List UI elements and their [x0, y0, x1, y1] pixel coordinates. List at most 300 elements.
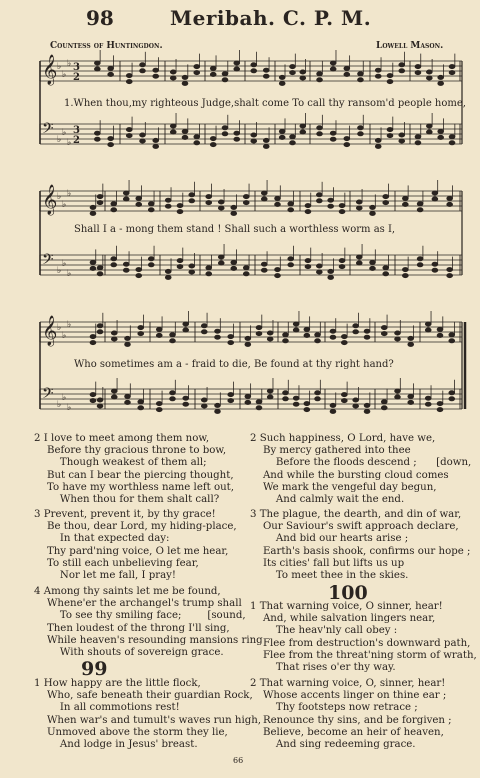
note-head — [449, 70, 455, 74]
note-head — [402, 273, 408, 277]
note-head — [177, 209, 183, 213]
note-head — [417, 202, 423, 206]
note-head — [256, 400, 262, 404]
note-head — [90, 211, 96, 215]
note-head — [111, 395, 117, 399]
treble-clef: 𝄞 — [42, 55, 58, 85]
note-head — [415, 141, 421, 145]
note-head — [357, 132, 363, 136]
note-head — [425, 328, 431, 332]
note-head — [402, 267, 408, 271]
note-head — [275, 196, 281, 200]
note-head — [383, 194, 389, 198]
note-head — [402, 196, 408, 200]
note-head — [305, 258, 311, 262]
note-head — [408, 394, 414, 398]
flat-sign: ♭ — [67, 138, 72, 148]
note-head — [344, 72, 350, 76]
note-head — [315, 333, 321, 337]
verse-98-4: 4 Among thy saints let me be found, Whene'er the archangel's trump shall To see thy smiling face; [sound, Then loudest of the throng I'll sing, While heaven's resounding mansions ring With shouts of sovereign grace. — [34, 586, 263, 659]
note-head — [231, 260, 237, 264]
note-head — [228, 398, 234, 402]
note-head — [251, 69, 257, 73]
flat-sign: ♭ — [62, 393, 67, 403]
note-head — [210, 136, 216, 140]
note-head — [387, 127, 393, 131]
note-head — [111, 331, 117, 335]
note-head — [170, 397, 176, 401]
note-head — [357, 72, 363, 76]
note-head — [136, 267, 142, 271]
note-head — [415, 70, 421, 74]
note-head — [170, 130, 176, 134]
bass-clef: 𝄢 — [42, 120, 54, 141]
note-head — [153, 68, 159, 72]
note-head — [194, 64, 200, 68]
note-head — [275, 273, 281, 277]
note-head — [170, 70, 176, 74]
note-head — [304, 327, 310, 331]
note-head — [261, 268, 267, 272]
note-head — [126, 73, 132, 77]
note-head — [243, 194, 249, 198]
note-head — [317, 126, 323, 130]
note-head — [165, 275, 171, 279]
note-head — [215, 335, 221, 339]
note-head — [156, 401, 162, 405]
note-head — [231, 211, 237, 215]
note-head — [97, 330, 103, 334]
note-head — [218, 255, 224, 259]
note-head — [290, 64, 296, 68]
note-head — [201, 404, 207, 408]
note-head — [206, 266, 212, 270]
note-head — [279, 135, 285, 139]
note-head — [170, 391, 176, 395]
note-head — [97, 272, 103, 276]
flat-sign: ♭ — [67, 269, 72, 279]
note-head — [140, 69, 146, 73]
music-composer: Lowell Mason. — [376, 41, 444, 51]
note-head — [364, 329, 370, 333]
verse-100-2: 2 That warning voice, O, sinner, hear! Whose accents linger on thine ear ; Thy footsteps now retrace ; Renounce thy sins, and be forgiven ; Believe, become an heir of heaven, And sing redeeming grace. — [250, 678, 452, 751]
note-head — [353, 398, 359, 402]
lyric-line-1: 1.When thou,my righteous Judge,shalt come To call thy ransom'd people home, — [64, 98, 466, 109]
note-head — [97, 266, 103, 270]
verse-99-1: 1 How happy are the little flock, Who, safe beneath their guardian Rock, In all commotions rest! When war's and tumult's waves run high, Unmoved above the storm they lie, And lodge in Jesus' breast. — [34, 678, 262, 751]
note-head — [395, 389, 401, 393]
note-head — [111, 257, 117, 261]
note-head — [156, 407, 162, 411]
note-head — [282, 339, 288, 343]
note-head — [375, 74, 381, 78]
note-head — [251, 63, 257, 67]
note-head — [215, 409, 221, 413]
note-head — [305, 209, 311, 213]
note-head — [449, 333, 455, 337]
note-head — [148, 257, 154, 261]
note-head — [399, 63, 405, 67]
note-head — [267, 331, 273, 335]
note-head — [387, 79, 393, 83]
note-head — [90, 398, 96, 402]
note-head — [353, 324, 359, 328]
note-head — [90, 260, 96, 264]
note-head — [90, 205, 96, 209]
note-head — [288, 208, 294, 212]
note-head — [305, 264, 311, 268]
note-head — [97, 324, 103, 328]
note-head — [408, 336, 414, 340]
note-head — [290, 135, 296, 139]
time-signature: 3 — [73, 62, 80, 73]
note-head — [234, 61, 240, 65]
note-head — [293, 322, 299, 326]
note-head — [256, 325, 262, 329]
note-head — [317, 72, 323, 76]
note-head — [228, 340, 234, 344]
note-head — [136, 202, 142, 206]
treble-clef: 𝄞 — [42, 316, 58, 346]
note-head — [293, 396, 299, 400]
note-head — [251, 139, 257, 143]
note-head — [222, 72, 228, 76]
note-head — [125, 394, 131, 398]
note-head — [300, 130, 306, 134]
note-head — [341, 392, 347, 396]
note-head — [170, 76, 176, 80]
flat-sign: ♭ — [57, 192, 62, 202]
note-head — [251, 133, 257, 137]
flat-sign: ♭ — [57, 323, 62, 333]
note-head — [395, 331, 401, 335]
note-head — [290, 70, 296, 74]
note-head — [330, 131, 336, 135]
note-head — [315, 391, 321, 395]
note-head — [90, 334, 96, 338]
note-head — [364, 335, 370, 339]
note-head — [426, 124, 432, 128]
flat-sign: ♭ — [57, 266, 62, 276]
note-head — [387, 133, 393, 137]
note-head — [305, 203, 311, 207]
note-head — [111, 263, 117, 267]
treble-clef: 𝄞 — [42, 185, 58, 215]
note-head — [426, 130, 432, 134]
note-head — [437, 327, 443, 331]
note-head — [316, 264, 322, 268]
note-head — [206, 272, 212, 276]
note-head — [364, 403, 370, 407]
note-head — [123, 197, 129, 201]
note-head — [282, 397, 288, 401]
note-head — [261, 191, 267, 195]
note-head — [189, 264, 195, 268]
verse-100-1: 1 That warning voice, O sinner, hear! And, while salvation lingers near, The heav'nly call obey : Flee from destruction's downward path, Flee from the threat'ning storm of wrath, That rises o'er thy way. — [250, 601, 477, 674]
note-head — [136, 273, 142, 277]
note-head — [189, 270, 195, 274]
note-head — [206, 194, 212, 198]
note-head — [341, 340, 347, 344]
note-head — [425, 402, 431, 406]
note-head — [357, 126, 363, 130]
note-head — [222, 126, 228, 130]
note-head — [222, 78, 228, 82]
note-head — [279, 75, 285, 79]
note-head — [215, 403, 221, 407]
flat-sign: ♭ — [62, 331, 67, 341]
note-head — [234, 67, 240, 71]
note-head — [288, 257, 294, 261]
note-head — [182, 129, 188, 133]
note-head — [94, 61, 100, 65]
note-head — [399, 133, 405, 137]
note-head — [437, 401, 443, 405]
flat-sign: ♭ — [67, 403, 72, 413]
note-head — [138, 325, 144, 329]
note-head — [344, 142, 350, 146]
note-head — [126, 127, 132, 131]
note-head — [231, 266, 237, 270]
note-head — [415, 135, 421, 139]
note-head — [426, 76, 432, 80]
note-head — [383, 272, 389, 276]
note-head — [408, 342, 414, 346]
note-head — [177, 203, 183, 207]
note-head — [300, 70, 306, 74]
note-head — [108, 136, 114, 140]
note-head — [267, 389, 273, 393]
note-head — [245, 342, 251, 346]
note-head — [111, 208, 117, 212]
flat-sign: ♭ — [67, 189, 72, 199]
note-head — [231, 205, 237, 209]
note-head — [156, 333, 162, 337]
note-head — [438, 75, 444, 79]
note-head — [383, 200, 389, 204]
note-head — [344, 66, 350, 70]
note-head — [356, 200, 362, 204]
note-head — [165, 269, 171, 273]
note-head — [156, 327, 162, 331]
note-head — [375, 144, 381, 148]
note-head — [201, 398, 207, 402]
note-head — [449, 391, 455, 395]
note-head — [432, 197, 438, 201]
note-head — [315, 397, 321, 401]
note-head — [282, 333, 288, 337]
note-head — [290, 141, 296, 145]
note-head — [170, 339, 176, 343]
note-head — [375, 68, 381, 72]
note-head — [279, 81, 285, 85]
note-head — [328, 269, 334, 273]
bass-clef: 𝄢 — [42, 385, 54, 406]
note-head — [447, 267, 453, 271]
note-head — [170, 333, 176, 337]
note-head — [370, 260, 376, 264]
note-head — [426, 70, 432, 74]
note-head — [125, 400, 131, 404]
note-head — [330, 137, 336, 141]
note-head — [437, 407, 443, 411]
flat-sign: ♭ — [57, 135, 62, 145]
note-head — [222, 132, 228, 136]
note-head — [316, 199, 322, 203]
flat-sign: ♭ — [62, 128, 67, 138]
note-head — [370, 211, 376, 215]
note-head — [353, 404, 359, 408]
note-head — [148, 208, 154, 212]
note-head — [194, 70, 200, 74]
note-head — [417, 263, 423, 267]
note-head — [183, 328, 189, 332]
flat-sign: ♭ — [57, 400, 62, 410]
note-head — [370, 266, 376, 270]
note-head — [138, 331, 144, 335]
note-head — [210, 142, 216, 146]
verse-99-3: 3 The plague, the dearth, and din of war, Our Saviour's swift approach declare, And bid our hearts arise ; Earth's basis shook, confirms our hope ; Its cities' fall but lifts us up To meet thee in the skies. — [250, 509, 471, 582]
note-head — [432, 191, 438, 195]
note-head — [402, 202, 408, 206]
note-head — [425, 396, 431, 400]
note-head — [339, 203, 345, 207]
note-head — [243, 266, 249, 270]
note-head — [215, 329, 221, 333]
note-head — [263, 68, 269, 72]
note-head — [304, 407, 310, 411]
note-head — [170, 124, 176, 128]
note-head — [108, 72, 114, 76]
note-head — [267, 337, 273, 341]
note-head — [261, 262, 267, 266]
note-head — [97, 200, 103, 204]
note-head — [194, 135, 200, 139]
note-head — [417, 208, 423, 212]
note-head — [375, 138, 381, 142]
note-head — [341, 398, 347, 402]
flat-sign: ♭ — [62, 259, 67, 269]
note-head — [449, 64, 455, 68]
note-head — [304, 401, 310, 405]
note-head — [182, 81, 188, 85]
note-head — [123, 262, 129, 266]
note-head — [201, 324, 207, 328]
note-head — [182, 75, 188, 79]
note-head — [148, 263, 154, 267]
note-head — [153, 138, 159, 142]
note-head — [356, 255, 362, 259]
note-head — [449, 135, 455, 139]
note-head — [317, 78, 323, 82]
note-head — [189, 193, 195, 197]
note-head — [165, 204, 171, 208]
note-head — [148, 202, 154, 206]
note-head — [330, 409, 336, 413]
note-head — [293, 402, 299, 406]
note-head — [108, 66, 114, 70]
note-head — [126, 79, 132, 83]
note-head — [447, 273, 453, 277]
note-head — [245, 394, 251, 398]
note-head — [218, 206, 224, 210]
flat-sign: ♭ — [67, 320, 72, 330]
note-head — [256, 406, 262, 410]
hymn-number: 98 — [86, 6, 114, 30]
note-head — [438, 129, 444, 133]
note-head — [449, 141, 455, 145]
note-head — [339, 209, 345, 213]
note-head — [417, 257, 423, 261]
note-head — [126, 133, 132, 137]
note-head — [395, 337, 401, 341]
note-head — [330, 335, 336, 339]
note-head — [395, 395, 401, 399]
note-head — [218, 200, 224, 204]
note-head — [263, 144, 269, 148]
note-head — [315, 339, 321, 343]
note-head — [399, 69, 405, 73]
note-head — [177, 264, 183, 268]
note-head — [381, 400, 387, 404]
note-head — [138, 406, 144, 410]
note-head — [206, 200, 212, 204]
note-head — [330, 61, 336, 65]
note-head — [94, 137, 100, 141]
note-head — [210, 66, 216, 70]
note-head — [97, 194, 103, 198]
note-head — [300, 76, 306, 80]
note-head — [140, 63, 146, 67]
note-head — [97, 398, 103, 402]
note-head — [182, 135, 188, 139]
flat-sign: ♭ — [62, 200, 67, 210]
note-head — [328, 204, 334, 208]
note-head — [111, 202, 117, 206]
note-head — [97, 404, 103, 408]
note-head — [210, 72, 216, 76]
note-head — [111, 337, 117, 341]
note-head — [357, 78, 363, 82]
note-head — [282, 391, 288, 395]
note-head — [94, 131, 100, 135]
note-head — [328, 198, 334, 202]
note-head — [328, 275, 334, 279]
verse-98-3: 3 Prevent, prevent it, by thy grace! Be thou, dear Lord, my hiding-place, In that expected day: Thy pard'ning voice, O let me hear, To still each unbelieving fear, Nor let me fall, I pray! — [34, 509, 237, 582]
note-head — [90, 340, 96, 344]
note-head — [381, 325, 387, 329]
note-head — [140, 139, 146, 143]
note-head — [256, 331, 262, 335]
note-head — [339, 258, 345, 262]
note-head — [267, 395, 273, 399]
note-head — [438, 135, 444, 139]
tune-title: Meribah. C. P. M. — [170, 6, 372, 30]
verse-99-2: 2 Such happiness, O Lord, have we, By mercy gathered into thee Before the floods descend ; [down, And while the bursting cloud comes We mark the vengeful day begun, And calmly wait the end. — [250, 433, 472, 506]
note-head — [341, 334, 347, 338]
note-head — [447, 202, 453, 206]
note-head — [263, 74, 269, 78]
note-head — [408, 400, 414, 404]
note-head — [381, 406, 387, 410]
note-head — [153, 144, 159, 148]
hymn-99-number: 99 — [81, 658, 108, 680]
note-head — [275, 267, 281, 271]
note-head — [447, 196, 453, 200]
words-author: Countess of Huntingdon. — [50, 41, 163, 51]
note-head — [438, 81, 444, 85]
note-head — [177, 258, 183, 262]
